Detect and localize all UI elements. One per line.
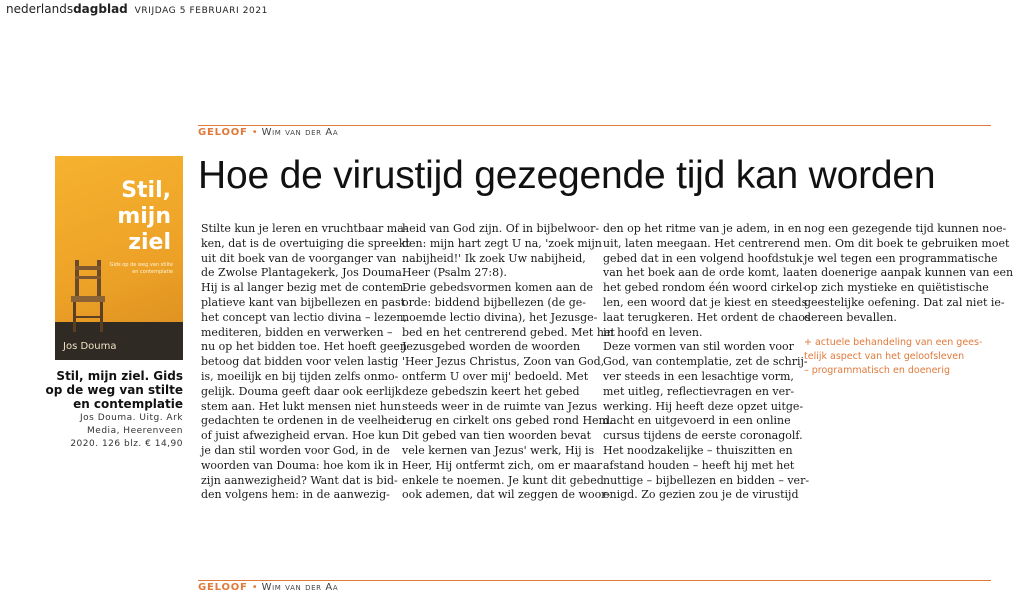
text-line: steeds weer in de ruimte van Jezus [402,399,598,413]
text-line: Dit gebed van tien woorden bevat [402,429,592,443]
text-line: Het noodzakelijke – thuiszitten en [603,443,793,457]
text-line: ken, dat is de overtuiging die spreekt [201,236,410,250]
text-line: len, een woord dat je kiest en steeds [603,295,808,309]
caption-title-line: op de weg van stilte [45,383,183,397]
article-column-2 [402,222,615,503]
kicker-author: Wim van der Aa [261,582,339,593]
cover-title [117,178,171,256]
article-headline: Hoe de virustijd gezegende tijd kan worden [198,154,936,197]
text-line: den op het ritme van je adem, in en [603,222,802,235]
text-line: nu op het bidden toe. Het hoeft geen [201,340,407,354]
text-line: Hij is al langer bezig met de contem- [201,281,407,295]
cover-title-line: ziel [128,230,171,255]
text-line: enigd. Zo gezien zou je de virustijd [603,488,799,502]
text-line: Drie gebedsvormen komen aan de [402,281,594,295]
text-line: noemde lectio divina), het Jezusge- [402,310,598,324]
article-column-4 [804,222,1014,378]
kicker-top [198,127,338,138]
kicker-bottom [198,582,338,593]
caption-meta-line: Jos Douma. Uitg. Ark [80,413,183,423]
text-line: Stilte kun je leren en vruchtbaar ma- [201,222,408,235]
text-line: Heer, Hij ontfermt zich, om er maar [402,458,603,472]
text-line: den: mijn hart zegt U na, 'zoek mijn [402,236,602,250]
text-line: nabijheid!' Ik zoek Uw nabijheid, [402,251,586,265]
text-line: heid van God zijn. Of in bijbelwoor- [402,222,600,235]
text-line: ook ademen, dat wil zeggen de woor- [402,488,611,502]
text-line: in hoofd en leven. [603,325,703,339]
text-line: en doenerige aanpak kunnen van een [804,266,1014,280]
text-line: Jezusgebed worden de woorden [402,340,581,354]
text-line: nog een gezegende tijd kunnen noe- [804,222,1007,235]
review-summary [804,336,986,378]
text-line: woorden van Douma: hoe kom ik in [201,458,399,472]
caption-meta-line: Media, Heerenveen [87,426,183,436]
masthead-brand-light: nederlands [6,2,74,16]
article-column-3 [603,222,811,503]
top-rule [198,125,991,126]
text-line: de Zwolse Plantagekerk, Jos Douma. [201,266,406,280]
text-line: van het boek aan de orde komt, laat [603,266,805,280]
text-line: 'Heer Jezus Christus, Zoon van God, [402,355,605,369]
text-line: orde: biddend bijbellezen (de ge- [402,295,586,309]
book-caption [30,369,183,451]
text-line: met uitleg, reflectievragen en ver- [603,384,795,398]
caption-meta-line: 2020. 126 blz. € 14,90 [70,439,183,449]
text-line: uit dit boek van de voorganger van [201,251,397,265]
text-line: bed en het centrerend gebed. Met het [402,325,615,339]
text-line: platieve kant van bijbellezen en past [201,295,406,309]
summary-line: – programmatisch en doenerig [804,364,950,376]
summary-line: + actuele behandeling van een gees- [804,336,983,348]
cover-title-line: Stil, [121,178,171,203]
text-line: men. Om dit boek te gebruiken moet [804,236,1010,250]
text-line: werking. Hij heeft deze opzet uitge- [603,399,804,413]
book-cover [55,156,183,360]
text-line: gedachten te ordenen in de veelheid [201,414,405,428]
text-line: laat terugkeren. Het ordent de chaos [603,310,811,324]
text-line: vele kernen van Jezus' werk, Hij is [402,443,595,457]
text-line: het gebed rondom één woord cirkel- [603,281,807,295]
text-line: afstand houden – heeft hij met het [603,458,795,472]
text-line: dacht en uitgevoerd in een online [603,414,791,428]
text-line: cursus tijdens de eerste coronagolf. [603,429,803,443]
text-line: dereen bevallen. [804,310,897,324]
masthead-brand-bold: dagblad [73,2,128,16]
kicker-author: Wim van der Aa [261,127,339,138]
text-line: het concept van lectio divina – lezen, [201,310,407,324]
masthead [6,2,268,16]
text-line: geestelijke oefening. Dat zal niet ie- [804,295,1005,309]
text-line: Heer (Psalm 27:8). [402,266,507,280]
column-4-text [804,222,1014,326]
text-line: Deze vormen van stil worden voor [603,340,794,354]
text-line: zijn aanwezigheid? Want dat is bid- [201,473,398,487]
text-line: ontferm U over mij' bedoeld. Met [402,369,589,383]
text-line: is, moeilijk en bij tijden zelfs onmo- [201,369,399,383]
kicker-section: GELOOF [198,127,248,138]
caption-title-line: Stil, mijn ziel. Gids [56,369,183,383]
text-line: of juist afwezigheid ervan. Hoe kun [201,429,399,443]
kicker-separator: • [251,127,258,138]
cover-subtitle: Gids op de weg van stilte en contemplatie [109,262,173,275]
caption-title-line: en contemplatie [73,397,183,411]
text-line: stem aan. Het lukt mensen niet hun [201,399,401,413]
cover-title-line: mijn [117,204,171,229]
text-line: betoog dat bidden voor velen lastig [201,355,399,369]
text-line: op zich mystieke en quiëtistische [804,281,989,295]
kicker-separator: • [251,582,258,593]
text-line: ver steeds in een lesachtige vorm, [603,369,794,383]
text-line: mediteren, bidden en verwerken – [201,325,393,339]
summary-line: telijk aspect van het geloofsleven [804,350,965,362]
text-line: enkele te noemen. Je kunt dit gebed [402,473,604,487]
kicker-section: GELOOF [198,582,248,593]
text-line: den volgens hem: in de aanwezig- [201,488,390,502]
text-line: deze gebedszin keert het gebed [402,384,580,398]
text-line: nuttige – bijbellezen en bidden – ver- [603,473,810,487]
cover-author: Jos Douma [63,341,117,352]
text-line: je dan stil worden voor God, in de [201,443,390,457]
text-line: uit, laten meegaan. Het centrerend [603,236,801,250]
caption-meta [30,412,183,451]
masthead-date: VRIJDAG 5 FEBRUARI 2021 [134,6,269,16]
text-line: je wel tegen een programmatische [804,251,998,265]
text-line: gelijk. Douma geeft daar ook eerlijk [201,384,402,398]
caption-title [30,369,183,411]
bottom-rule [198,580,991,581]
text-line: gebed dat in een volgend hoofdstuk [603,251,803,265]
chair-icon [69,260,109,332]
text-line: God, van contemplatie, zet de schrij- [603,355,808,369]
text-line: terug en cirkelt ons gebed rond Hem. [402,414,613,428]
article-column-1 [201,222,410,503]
